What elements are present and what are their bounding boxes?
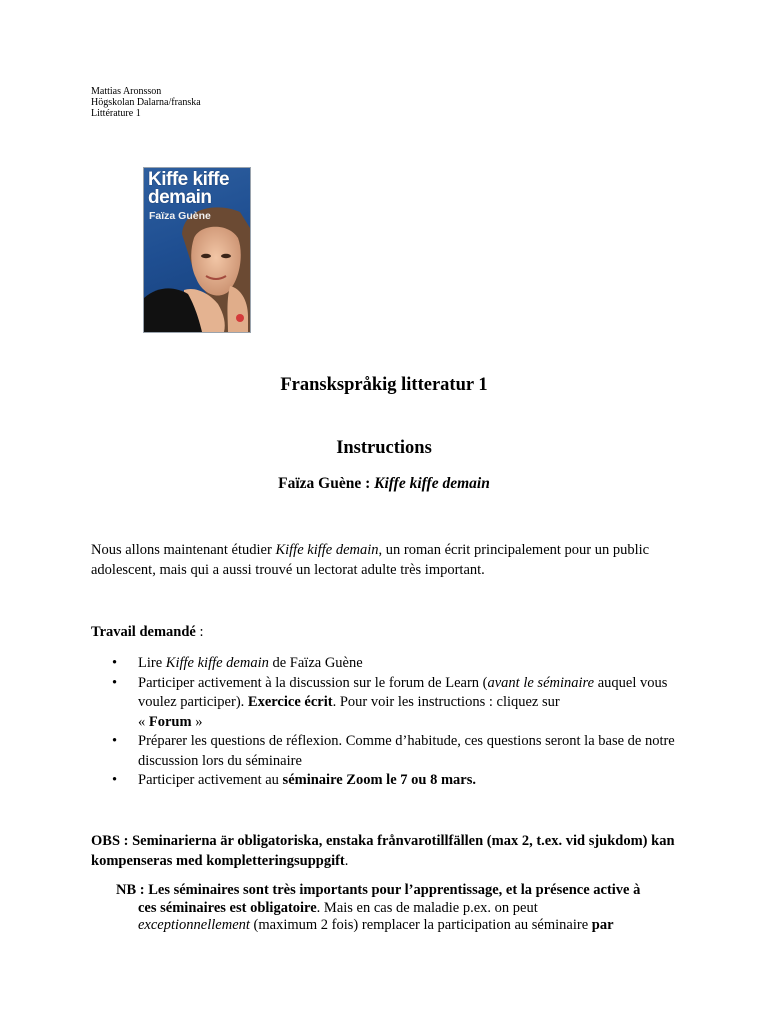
nb-bold-a: NB : Les séminaires sont très importants pour l’apprentissage, et la présence active à	[116, 882, 641, 898]
cover-title-line1: Kiffe kiffe	[148, 169, 230, 190]
cover-title	[148, 171, 229, 207]
nb-text-b: (maximum 2 fois) remplacer la participation au séminaire	[249, 917, 592, 933]
header-course: Littérature 1	[91, 108, 141, 119]
nb-text-a: . Mais en cas de maladie p.ex. on peut	[316, 899, 538, 916]
instructions-heading: Instructions	[336, 438, 432, 458]
nb-line3	[116, 917, 696, 935]
list-item	[91, 674, 691, 733]
author-header	[91, 86, 201, 119]
task2-text-d: «	[138, 713, 149, 730]
task2-text-e: »	[191, 713, 203, 730]
task2-text-a: Participer activement à la discussion sur le forum de Learn (	[138, 674, 488, 691]
course-title: Franskspråkig litteratur 1	[280, 375, 488, 395]
task1-book-title: Kiffe kiffe demain	[165, 655, 269, 671]
forum-link: Forum	[148, 713, 192, 730]
nb-note	[116, 882, 696, 935]
intro-book-title: Kiffe kiffe demain	[275, 542, 379, 558]
obs-label: OBS	[91, 833, 121, 849]
list-item	[91, 771, 691, 791]
bullet-icon: •	[112, 674, 118, 691]
cover-author: Faïza Guène	[149, 210, 211, 222]
book-heading	[0, 475, 768, 493]
list-item	[91, 732, 691, 771]
bullet-icon: •	[112, 655, 118, 671]
book-cover-image	[143, 167, 251, 333]
nb-bold-c: par	[591, 917, 614, 933]
intro-paragraph	[91, 541, 691, 580]
bullet-icon: •	[112, 772, 118, 788]
list-item	[91, 654, 691, 674]
bullet-icon: •	[112, 733, 118, 749]
work-required-colon: :	[195, 624, 204, 640]
nb-italic: exceptionnellement	[138, 917, 250, 933]
task2-italic: avant le séminaire	[487, 674, 595, 691]
nb-line2	[116, 900, 696, 918]
task2-text-b: auquel vous voulez participer).	[138, 674, 668, 710]
task2-text-c: . Pour voir les instructions : cliquez sur	[332, 694, 560, 710]
obs-text: : Seminarierna är obligatoriska, enstaka frånvarotillfällen (max 2, t.ex. vid sjukdom) kan kompenseras med kompletteringsuppgift	[91, 833, 675, 869]
book-heading-title: Kiffe kiffe demain	[374, 475, 490, 492]
obs-note	[91, 832, 691, 871]
header-author-name: Mattias Aronsson	[91, 86, 162, 97]
task-list	[91, 654, 691, 791]
obs-end: .	[344, 852, 349, 869]
task4-bold: séminaire Zoom le 7 ou 8 mars.	[282, 772, 476, 788]
cover-title-line2: demain	[148, 187, 212, 208]
task4-text-a: Participer activement au	[138, 772, 283, 788]
work-required-label	[91, 623, 691, 643]
intro-text-start: Nous allons maintenant étudier	[91, 542, 276, 558]
task2-bold: Exercice écrit	[247, 694, 333, 710]
intro-text-end: , un roman écrit principalement pour un public adolescent, mais qui a aussi trouvé un lectorat adulte très important.	[91, 542, 650, 578]
nb-bold-b: ces séminaires est obligatoire	[138, 899, 317, 916]
book-heading-author: Faïza Guène :	[278, 475, 375, 492]
work-required-bold: Travail demandé	[91, 624, 196, 640]
task3-text: Préparer les questions de réflexion. Comme d’habitude, ces questions seront la base de notre discussion lors du séminaire	[138, 733, 675, 769]
task1-text-a: Lire	[138, 655, 166, 671]
header-institution: Högskolan Dalarna/franska	[91, 97, 201, 108]
task1-text-b: de Faïza Guène	[268, 655, 363, 671]
